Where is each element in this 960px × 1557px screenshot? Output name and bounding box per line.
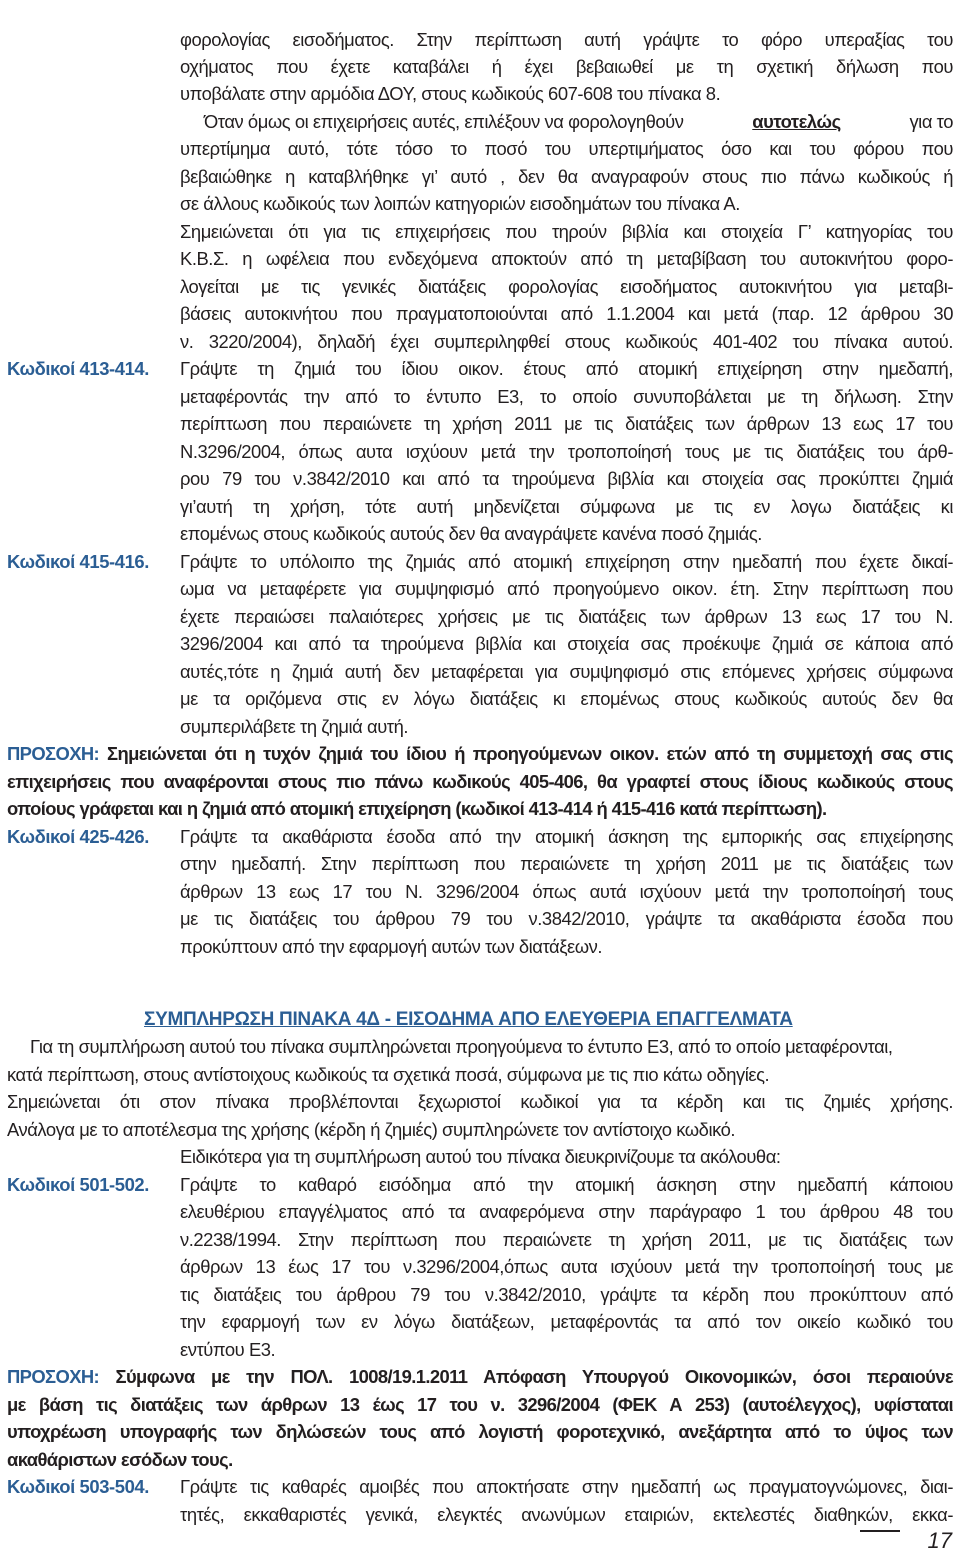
warning-line: [7, 1363, 953, 1390]
emphasis-word: αυτοτελώς: [752, 111, 841, 132]
text-line: υπερτίμημα αυτό, τότε τόσο το ποσό του υπερτιμήματος όσο και του φόρου που: [180, 138, 953, 159]
text-line: ν.2238/1994. Στην περίπτωση που περαιώνετε τη χρήση 2011, με τις διατάξεις των: [180, 1229, 953, 1250]
warning-line: [7, 740, 953, 767]
text-line: Για τη συμπλήρωση αυτού του πίνακα συμπληρώνεται προηγούμενα το έντυπο Ε3, από το οποίο μεταφέρονται,: [30, 1036, 893, 1057]
text-line: ν. 3220/2004), δηλαδή έχει συμπεριληφθεί στους κωδικούς 401-402 του πίνακα αυτού.: [180, 331, 953, 352]
text-line: Γράψτε τα ακαθάριστα έσοδα από την ατομική άσκηση της εμπορικής σας επιχείρησης: [180, 826, 953, 847]
text-line: την εφαρμογή των εν λόγω διατάξεων, μεταφέροντάς τα από τον οικείο κωδικό του: [180, 1311, 953, 1332]
text-line: Γράψτε τις καθαρές αμοιβές που αποκτήσατε στην ημεδαπή ως πραγματογνώμονες, διαι-: [180, 1476, 953, 1497]
text-line: μεταφέροντάς την από το έντυπο Ε3, το οποίο συνυποβάλεται με τη δήλωση. Στην: [180, 386, 953, 407]
text-segment: για το: [909, 111, 953, 132]
text-line: τις διατάξεις του άρθρου 79 του ν.3842/2010, γράψτε τα κέρδη που προκύπτουν από: [180, 1284, 953, 1305]
text-line: Σημειώνεται ότι για τις επιχειρήσεις που τηρούν βιβλία και στοιχεία Γ’ κατηγορίας του: [180, 221, 953, 242]
text-segment: Όταν όμως οι επιχειρήσεις αυτές, επιλέξουν να φορολογηθούν: [204, 111, 684, 132]
code-label: Κωδικοί 413-414.: [7, 358, 149, 379]
text-line: εντύπου Ε3.: [180, 1339, 276, 1360]
text-line: τητές, εκκαθαριστές γενικά, ελεγκτές ανωνύμων εταιριών, εκτελεστές διαθηκών, εκκα-: [180, 1504, 953, 1525]
code-label: Κωδικοί 501-502.: [7, 1174, 149, 1195]
text-line: ελευθέριου επαγγέλματος από τα αναφερόμενα στην παράγραφο 1 του άρθρου 48 του: [180, 1201, 953, 1222]
code-label: Κωδικοί 425-426.: [7, 826, 149, 847]
text-line: προκύπτουν από την εφαρμογή αυτών των διατάξεων.: [180, 936, 603, 957]
text-line: άρθρων 13 έως 17 του ν.3296/2004,όπως αυτα ισχύουν μετά την τροποποίησή τους με: [180, 1256, 953, 1277]
text-line: Ν.3296/2004, όπως αυτα ισχύουν μετά την τροποποίησή τους με τις διατάξεις του άρθ-: [180, 441, 953, 462]
text-line: περίπτωση που περαιώνετε τη χρήση 2011 με τις διατάξεις των άρθρων 13 εως 17 του: [180, 413, 953, 434]
warning-line: ακαθάριστων εσόδων τους.: [7, 1449, 233, 1470]
text-line: οχήματος που έχετε καταβάλει ή έχει βεβαιωθεί με τη σχετική δήλωση που: [180, 56, 953, 77]
text-line: επομένως στους κωδικούς αυτούς δεν θα αναγράψετε κανένα ποσό ζημιάς.: [180, 523, 762, 544]
text-line: με τις διατάξεις του άρθρου 79 του ν.3842/2010, γράψτε τα ακαθάριστα έσοδα που: [180, 908, 953, 929]
text-line: με τα οριζόμενα στις εν λόγω διατάξεις κι επομένως στους κωδικούς αυτούς δεν θα: [180, 688, 953, 709]
text-line: Κ.Β.Σ. η ωφέλεια που ενδεχόμενα αποκτούν από τη μεταβίβαση του αυτοκινήτου φορο-: [180, 248, 953, 269]
text-line: 3296/2004 και από τα τηρούμενα βιβλία και στοιχεία σας προέκυψε ζημιά σε κάποια από: [180, 633, 953, 654]
text-line: ωμα να μεταφέρετε για συμψηφισμό από προηγούμενο οικον. έτη. Στην περίπτωση που: [180, 578, 953, 599]
text-line: λογείται με τις γενικές διατάξεις φορολογίας εισοδήματος αυτοκινήτου για μεταβι-: [180, 276, 953, 297]
text-line: έχετε περαιώσει παλαιότερες χρήσεις με τις διατάξεις των άρθρων 13 εως 17 του Ν.: [180, 606, 953, 627]
text-line: Γράψτε το καθαρό εισόδημα από την ατομική άσκηση στην ημεδαπή κάποιου: [180, 1174, 953, 1195]
text-line: γι’αυτή τη χρήση, τότε αυτή μηδενίζεται σύμφωνα με τις εν λογω διατάξεις κι: [180, 496, 953, 517]
warning-label: ΠΡΟΣΟΧΗ:: [7, 1366, 100, 1387]
text-line: φορολογίας εισοδήματος. Στην περίπτωση αυτή γράψτε το φόρο υπεραξίας του: [180, 29, 953, 50]
text-line: υποβάλατε στην αρμόδια ΔΟΥ, στους κωδικούς 607-608 του πίνακα 8.: [180, 83, 721, 104]
warning-line: με βάση τις διατάξεις των άρθρων 13 έως 17 του ν. 3296/2004 (ΦΕΚ Α 253) (αυτοέλεγχος), υφίσταται: [7, 1394, 953, 1415]
code-label: Κωδικοί 415-416.: [7, 551, 149, 572]
text-line: Γράψτε το υπόλοιπο της ζημιάς από ατομική επιχείρηση στην ημεδαπή που έχετε δικαί-: [180, 551, 953, 572]
text-line: άρθρων 13 εως 17 του Ν. 3296/2004 όπως αυτά ισχύουν μετά την τροποποίησή τους: [180, 881, 953, 902]
text-line: Γράψτε τη ζημιά του ίδιου οικον. έτους από ατομική επιχείρηση στην ημεδαπή,: [180, 358, 953, 379]
text-line: Ειδικότερα για τη συμπλήρωση αυτού του πίνακα διευκρινίζουμε τα ακόλουθα:: [180, 1146, 781, 1167]
text-line: Σημειώνεται ότι στον πίνακα προβλέπονται ξεχωριστοί κωδικοί για τα κέρδη και τις ζημιές χρήσης.: [7, 1091, 953, 1112]
warning-line: οποίους γράφεται και η ζημιά από ατομική επιχείρηση (κωδικοί 413-414 ή 415-416 κατά περίπτωση).: [7, 798, 827, 819]
warning-text: Σύμφωνα με την ΠΟΛ. 1008/19.1.2011 Απόφαση Υπουργού Οικονομικών, όσοι περαιούνε: [115, 1366, 953, 1387]
warning-text: Σημειώνεται ότι η τυχόν ζημιά του ίδιου ή προηγούμενων οικον. ετών από τη συμμετοχή σας στις: [107, 743, 953, 764]
text-line: βάσεις αυτοκινήτου που πραγματοποιούνται από 1.1.2004 και μετά (παρ. 12 άρθρου 30: [180, 303, 953, 324]
warning-line: επιχειρήσεις που αναφέρονται στους πιο πάνω κωδικούς 405-406, θα γραφτεί στους ίδιους κωδικούς στους: [7, 771, 953, 792]
warning-label: ΠΡΟΣΟΧΗ:: [7, 743, 100, 764]
code-label: Κωδικοί 503-504.: [7, 1476, 149, 1497]
page-number: 17: [927, 1528, 952, 1553]
warning-line: υποχρέωση υπογραφής των δηλώσεών τους από λογιστή φοροτεχνικό, ανεξάρτητα από το ύψος των: [7, 1421, 953, 1442]
section-heading: ΣΥΜΠΛΗΡΩΣΗ ΠΙΝΑΚΑ 4Δ - ΕΙΣΟΔΗΜΑ ΑΠΟ ΕΛΕΥΘΕΡΙΑ ΕΠΑΓΓΕΛΜΑΤΑ: [144, 1009, 793, 1030]
text-line: Ανάλογα με το αποτέλεσμα της χρήσης (κέρδη ή ζημιές) συμπληρώνετε τον αντίστοιχο κωδικό.: [7, 1119, 736, 1140]
text-line: συμπεριλάβετε τη ζημιά αυτή.: [180, 716, 409, 737]
text-line: βεβαιώθηκε η καταβλήθηκε γι’ αυτό , δεν θα αναγραφούν στους πιο πάνω κωδικούς ή: [180, 166, 953, 187]
page-number-rule: [860, 1530, 900, 1532]
text-line: κατά περίπτωση, στους αντίστοιχους κωδικούς τα σχετικά ποσά, σύμφωνα με τις πιο κάτω οδηγίες.: [7, 1064, 770, 1085]
text-line: ρου 79 του ν.3842/2010 και από τα τηρούμενα βιβλία και στοιχεία σας προκύπτει ζημιά: [180, 468, 953, 489]
text-line: σε άλλους κωδικούς των λοιπών κατηγοριών εισοδημάτων του πίνακα Α.: [180, 193, 740, 214]
text-line: στην ημεδαπή. Στην περίπτωση που περαιώνετε τη χρήση 2011 με τις διατάξεις των: [180, 853, 953, 874]
text-line: αυτές,τότε η ζημιά αυτή δεν μεταφέρεται για συμψηφισμό στις επόμενες χρήσεις σύμφωνα: [180, 661, 953, 682]
text-line: [180, 108, 953, 135]
